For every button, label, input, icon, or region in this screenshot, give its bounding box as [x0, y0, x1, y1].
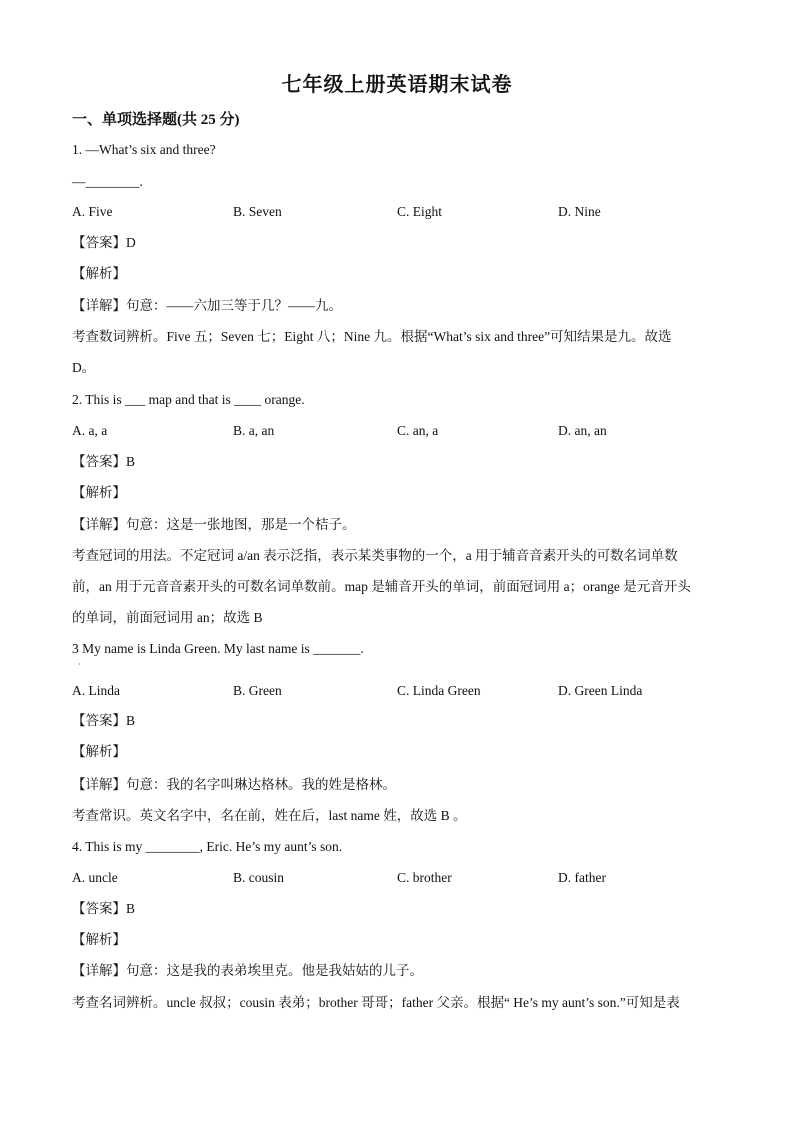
q1-detail: 【详解】句意：——六加三等于几？——九。	[72, 298, 342, 313]
q3-option-b: B. Green	[233, 683, 282, 698]
q1-stem: 1. —What’s six and three?	[72, 142, 216, 157]
q1-explain-1: 考查数词辨析。Five 五；Seven 七；Eight 八；Nine 九。根据“What’s six and three”可知结果是九。故选	[72, 329, 672, 344]
q2-explain-1: 考查冠词的用法。不定冠词 a/an 表示泛指，表示某类事物的一个，a 用于辅音音素开头的可数名词单数	[72, 548, 678, 563]
section-heading: 一、单项选择题(共 25 分)	[72, 112, 240, 128]
q4-answer: 【答案】B	[72, 901, 136, 916]
q4-explain-1: 考查名词辨析。uncle 叔叔；cousin 表弟；brother 哥哥；father 父亲。根据“ He’s my aunt’s son.”可知是表	[72, 995, 680, 1010]
q2-answer: 【答案】B	[72, 454, 136, 469]
q3-answer: 【答案】B	[72, 713, 136, 728]
q2-explain-3: 的单词，前面冠词用 an；故选 B	[72, 610, 263, 625]
q3-option-d: D. Green Linda	[558, 683, 643, 698]
q3-option-a: A. Linda	[72, 683, 120, 698]
q2-detail: 【详解】句意：这是一张地图，那是一个桔子。	[72, 517, 356, 532]
q1-option-a: A. Five	[72, 204, 113, 219]
q2-explain-2: 前，an 用于元音音素开头的可数名词单数前。map 是辅音开头的单词，前面冠词用 a；orange 是元音开头	[72, 579, 691, 594]
q1-analysis: 【解析】	[72, 266, 126, 281]
q1-option-b: B. Seven	[233, 204, 282, 219]
q3-explain-1: 考查常识。英文名字中，名在前，姓在后，last name 姓，故选 B 。	[72, 808, 467, 823]
q2-option-a: A. a, a	[72, 423, 108, 438]
q1-explain-2: D。	[72, 360, 96, 375]
stray-dot-mark: ·	[78, 660, 81, 669]
q2-option-c: C. an, a	[397, 423, 439, 438]
q1-answer: 【答案】D	[72, 235, 136, 250]
q3-stem: 3 My name is Linda Green. My last name is _______.	[72, 641, 364, 656]
q2-option-d: D. an, an	[558, 423, 607, 438]
q1-option-c: C. Eight	[397, 204, 443, 219]
q3-option-c: C. Linda Green	[397, 683, 481, 698]
q4-detail: 【详解】句意：这是我的表弟埃里克。他是我姑姑的儿子。	[72, 963, 423, 978]
q3-analysis: 【解析】	[72, 744, 126, 759]
q4-option-c: C. brother	[397, 870, 452, 885]
q4-option-a: A. uncle	[72, 870, 118, 885]
q2-stem: 2. This is ___ map and that is ____ orange.	[72, 392, 305, 407]
q1-option-d: D. Nine	[558, 204, 601, 219]
page-title: 七年级上册英语期末试卷	[281, 74, 513, 96]
q3-detail: 【详解】句意：我的名字叫琳达格林。我的姓是格林。	[72, 777, 396, 792]
q1-answer-line: —________.	[72, 174, 143, 189]
q2-analysis: 【解析】	[72, 485, 126, 500]
q4-option-d: D. father	[558, 870, 606, 885]
q4-option-b: B. cousin	[233, 870, 285, 885]
q4-analysis: 【解析】	[72, 932, 126, 947]
q4-stem: 4. This is my ________, Eric. He’s my aunt’s son.	[72, 839, 343, 854]
q2-option-b: B. a, an	[233, 423, 275, 438]
